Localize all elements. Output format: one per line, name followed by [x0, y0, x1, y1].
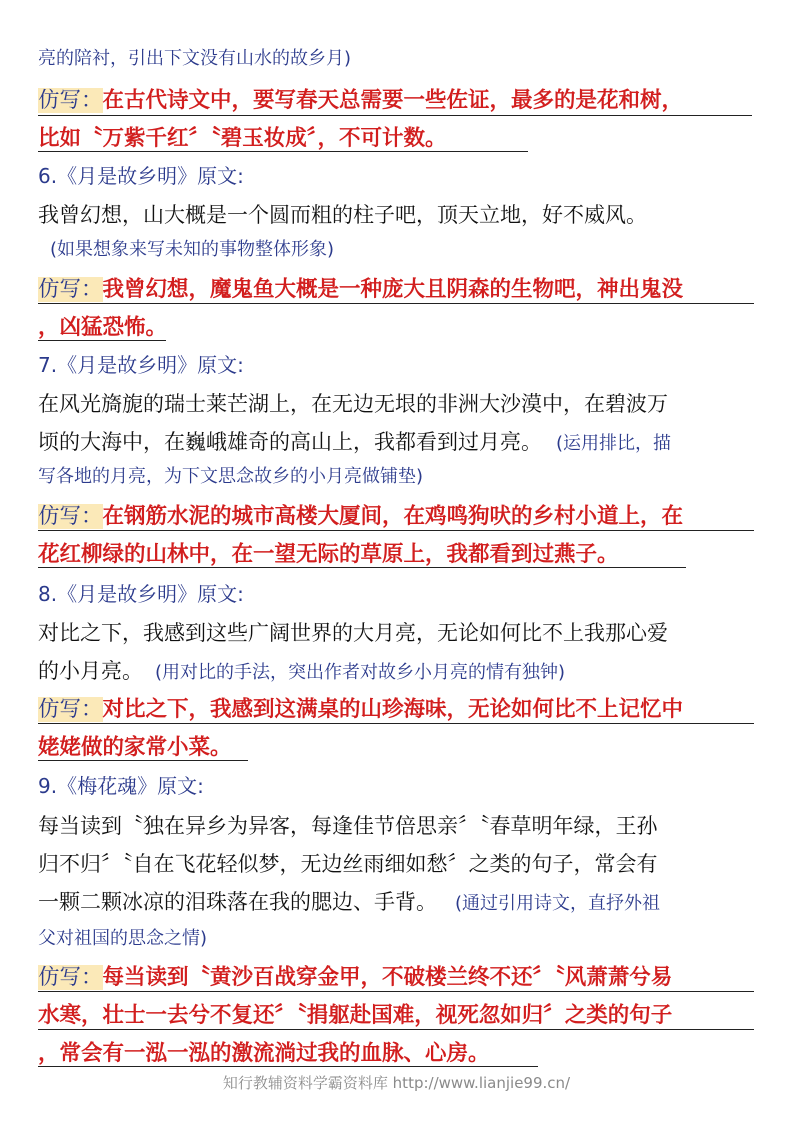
- s9-note-a: (通过引用诗文，直抒外祖: [455, 893, 661, 914]
- imitate-label: 仿写：: [38, 88, 103, 113]
- s8-imitation-line-1: 仿写：对比之下，我感到这满桌的山珍海味，无论如何比不上记忆中: [38, 697, 684, 722]
- imitate-label: 仿写：: [38, 697, 103, 722]
- underline: [38, 303, 754, 304]
- underline: [38, 567, 686, 568]
- s9-heading: 9.《梅花魂》原文:: [38, 774, 204, 798]
- s5-imitation-line-2: 比如〝万紫千红〞〝碧玉妆成〞，不可计数。: [38, 126, 447, 151]
- s8-note: (用对比的手法，突出作者对故乡小月亮的情有独钟): [155, 662, 566, 683]
- s9-original-line-2: 归不归〞〝自在飞花轻似梦，无边丝雨细如愁〞之类的句子，常会有: [38, 852, 658, 876]
- footer-watermark: 知行教辅资料学霸资料库 http://www.lianjie99.cn/: [222, 1074, 571, 1092]
- imitate-label: 仿写：: [38, 277, 103, 302]
- s7-original-line-1: 在风光旖旎的瑞士莱芒湖上，在无边无垠的非洲大沙漠中，在碧波万: [38, 392, 668, 416]
- underline: [38, 760, 248, 761]
- s6-imitation-line-2: ，凶猛恐怖。: [38, 315, 168, 340]
- s6-note: (如果想象来写未知的事物整体形象): [50, 239, 335, 260]
- s7-imitation-line-1: 仿写：在钢筋水泥的城市高楼大厦间，在鸡鸣狗吠的乡村小道上，在: [38, 504, 684, 529]
- s9-imitation-line-2: 水寒，壮士一去兮不复还〞〝捐躯赴国难，视死忽如归〞之类的句子: [38, 1003, 673, 1028]
- imitate-label: 仿写：: [38, 504, 103, 529]
- underline: [38, 991, 754, 992]
- s7-heading: 7.《月是故乡明》原文:: [38, 353, 244, 377]
- s9-original-line-1: 每当读到〝独在异乡为异客，每逢佳节倍思亲〞〝春草明年绿，王孙: [38, 814, 658, 838]
- top-note: 亮的陪衬，引出下文没有山水的故乡月): [38, 48, 352, 69]
- underline: [38, 723, 754, 724]
- s6-original-line-1: 我曾幻想，山大概是一个圆而粗的柱子吧，顶天立地，好不威风。: [38, 203, 647, 227]
- s8-heading: 8.《月是故乡明》原文:: [38, 582, 244, 606]
- underline: [38, 151, 528, 152]
- s7-imitation-line-2: 花红柳绿的山林中，在一望无际的草原上，我都看到过燕子。: [38, 542, 619, 567]
- s9-imitation-line-3: ，常会有一泓一泓的激流淌过我的血脉、心房。: [38, 1041, 490, 1066]
- s9-note-b: 父对祖国的思念之情): [38, 928, 208, 949]
- underline: [38, 340, 166, 341]
- s5-imitation-line-1: 仿写：在古代诗文中，要写春天总需要一些佐证，最多的是花和树，: [38, 88, 684, 113]
- s6-heading: 6.《月是故乡明》原文:: [38, 164, 244, 188]
- underline: [38, 1029, 754, 1030]
- underline: [38, 115, 752, 116]
- s9-imitation-line-1: 仿写：每当读到〝黄沙百战穿金甲，不破楼兰终不还〞〝风萧萧兮易: [38, 965, 673, 990]
- s6-imitation-line-1: 仿写：我曾幻想，魔鬼鱼大概是一种庞大且阴森的生物吧，神出鬼没: [38, 277, 684, 302]
- s8-original-line-2: 的小月亮。 (用对比的手法，突出作者对故乡小月亮的情有独钟): [38, 659, 566, 683]
- s7-note-b: 写各地的月亮，为下文思念故乡的小月亮做铺垫): [38, 466, 424, 487]
- s8-imitation-line-2: 姥姥做的家常小菜。: [38, 735, 232, 760]
- s8-original-line-1: 对比之下，我感到这些广阔世界的大月亮，无论如何比不上我那心爱: [38, 621, 668, 645]
- underline: [38, 530, 754, 531]
- underline: [38, 1066, 538, 1067]
- s9-original-line-3: 一颗二颗冰凉的泪珠落在我的腮边、手背。 (通过引用诗文，直抒外祖: [38, 890, 661, 914]
- imitate-label: 仿写：: [38, 965, 103, 990]
- s7-note-a: (运用排比，描: [556, 433, 672, 454]
- s7-original-line-2: 顷的大海中，在巍峨雄奇的高山上，我都看到过月亮。 (运用排比，描: [38, 430, 672, 454]
